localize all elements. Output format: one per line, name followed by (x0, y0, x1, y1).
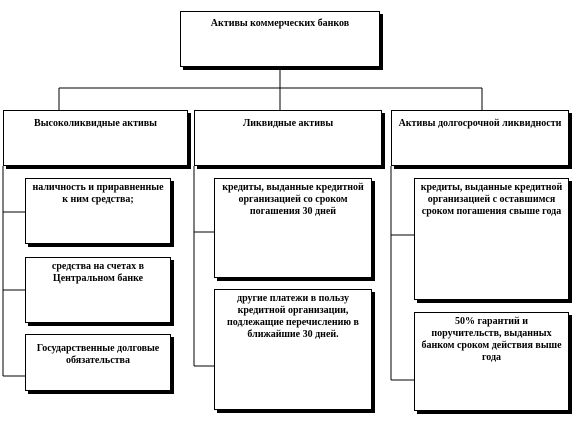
column-header-high-liquid (3, 110, 188, 166)
column-header-liquid (194, 110, 382, 166)
column-title: Ликвидные активы (242, 118, 334, 129)
item-label: средства на счетах в Центральном банке (51, 261, 145, 284)
root-node (180, 11, 380, 67)
item-other-payments-30-days (214, 289, 372, 410)
column-title: Высоколиквидные активы (34, 118, 157, 129)
item-central-bank-accounts (25, 257, 171, 323)
item-loans-over-year (414, 178, 569, 300)
item-government-debt (25, 334, 171, 391)
item-guarantees-50-percent (414, 312, 569, 411)
column-title: Активы долгосрочной ликвидности (398, 118, 562, 129)
item-label: 50% гарантий и поручительств, выданных банком сроком действия выше года (421, 316, 562, 363)
root-label: Активы коммерческих банков (210, 18, 350, 29)
item-label: наличность и приравненные к ним средства; (32, 182, 164, 205)
column-header-long-term (391, 110, 569, 166)
item-label: кредиты, выданные кредитной организацией с оставшимся сроком погашения свыше года (420, 182, 563, 217)
item-cash-equivalents (25, 178, 171, 244)
item-loans-30-days (214, 178, 372, 278)
item-label: другие платежи в пользу кредитной организации, подлежащие перечислению в ближайшие 30 дней. (227, 293, 359, 340)
item-label: Государственные долговые обязательства (36, 343, 160, 366)
item-label: кредиты, выданные кредитной организацией со сроком погашения 30 дней (222, 182, 364, 217)
